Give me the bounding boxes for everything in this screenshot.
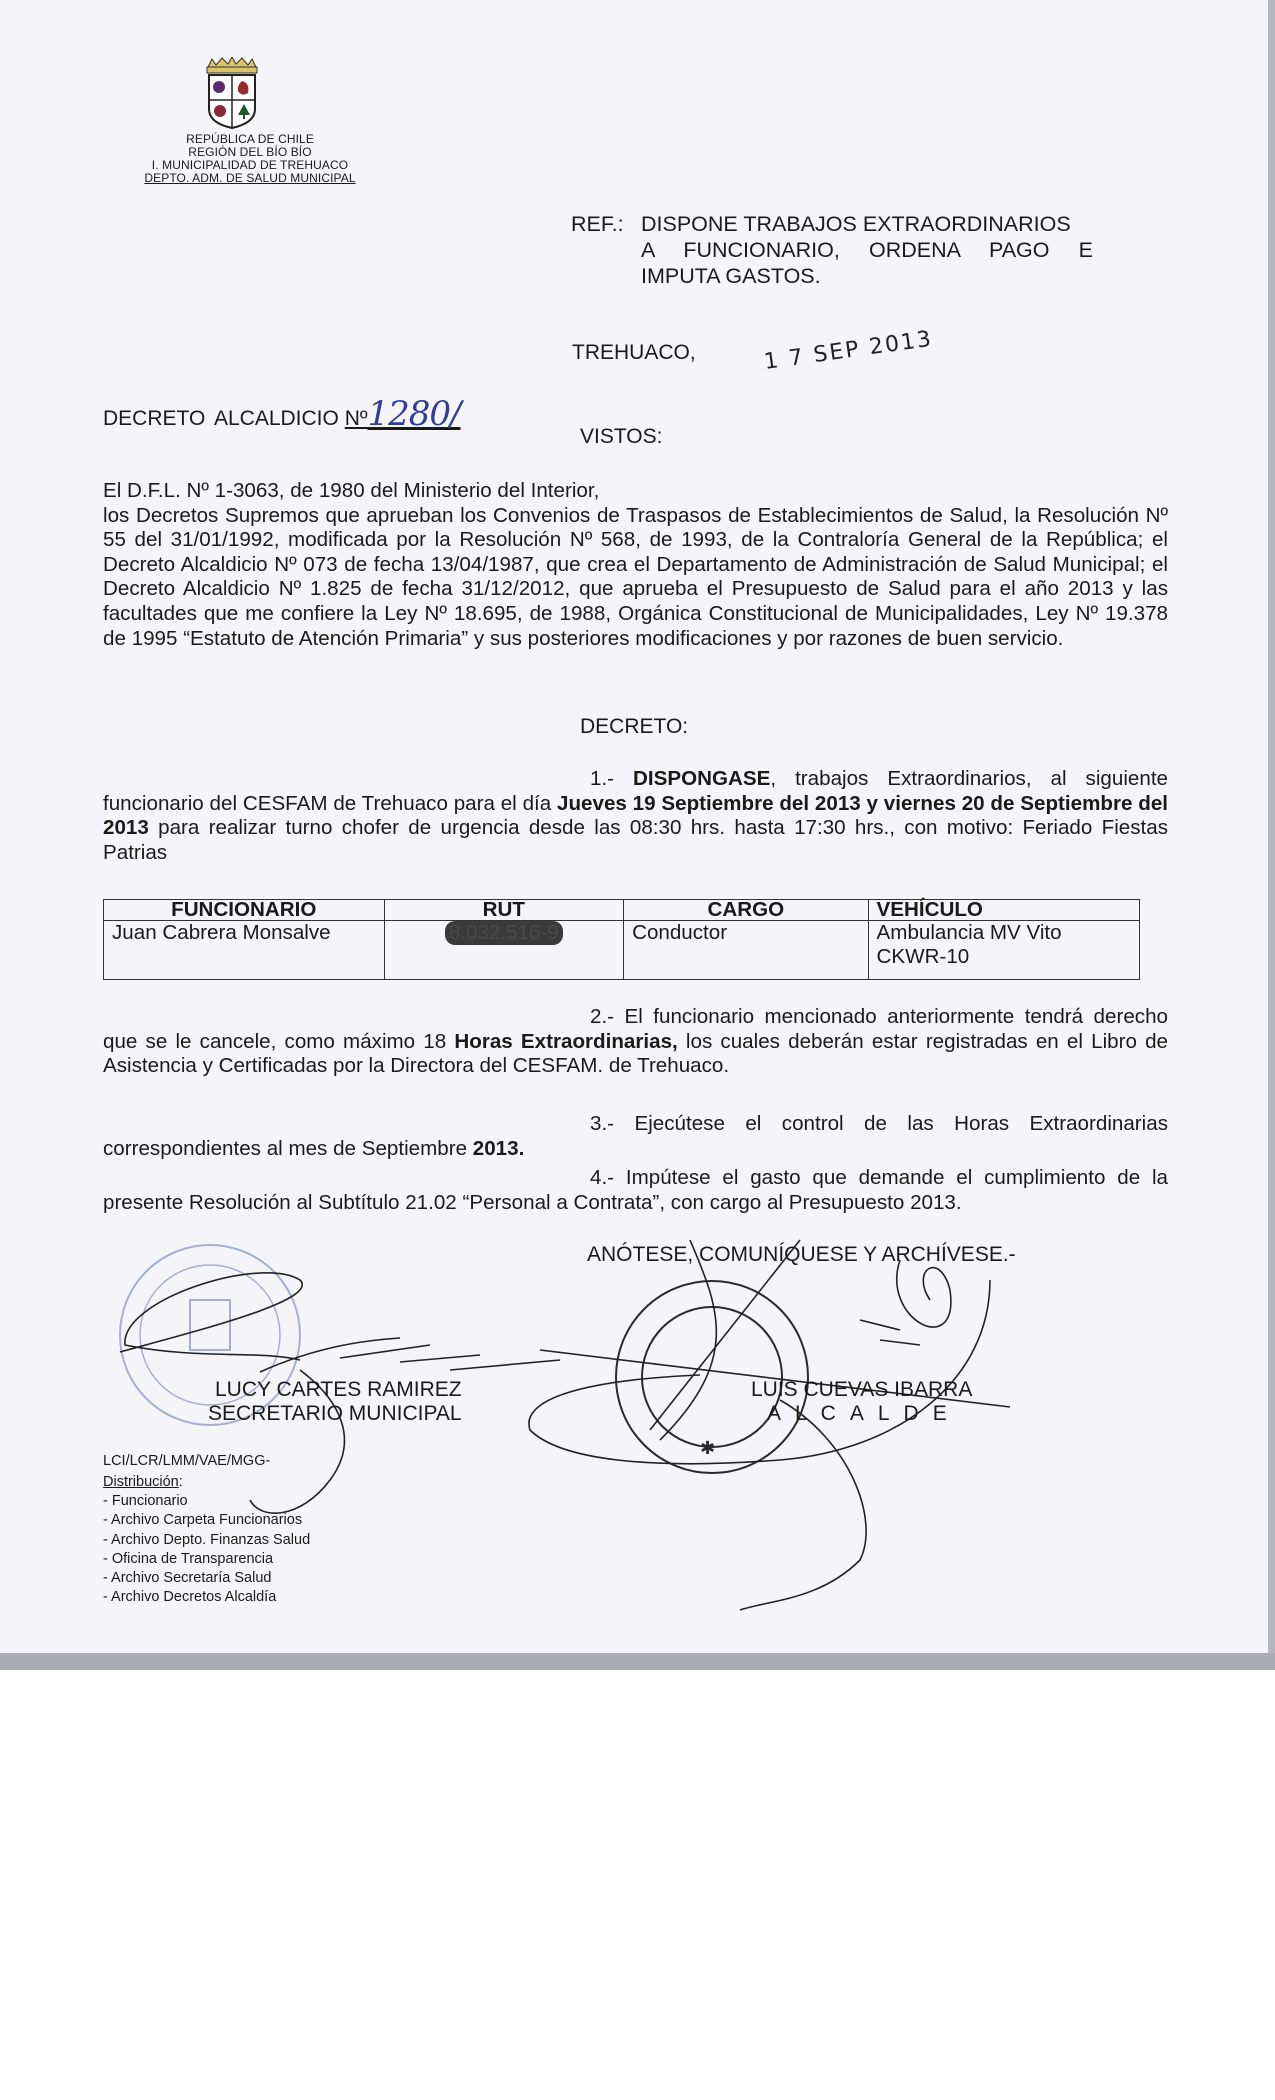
item-text: , trabajos Extraordinarios, al siguiente funcionario del CESFAM de Trehuaco para el día: [103, 767, 1168, 815]
reference-line: IMPUTA GASTOS.: [641, 264, 821, 288]
cell-cargo: Conductor: [624, 921, 868, 980]
vistos-paragraph: [103, 479, 1168, 651]
item-bold: Horas Extraordinarias,: [454, 1029, 678, 1053]
item-number: 4.-: [590, 1166, 615, 1189]
item-text: Impútese el gasto que demande el cumplimiento de la presente Resolución al Subtítulo 21.02 “Personal a Contrata”, con cargo al Presupuesto 2013.: [103, 1166, 1168, 1214]
decree-item-3: [103, 1112, 1168, 1161]
column-header: RUT: [384, 900, 624, 921]
list-item: - Archivo Carpeta Funcionarios: [103, 1512, 303, 1529]
column-header: VEHÍCULO: [868, 900, 1139, 921]
closing-formula: ANÓTESE, COMUNÍQUESE Y ARCHÍVESE.-: [587, 1243, 1016, 1266]
svg-text:✱: ✱: [700, 1438, 716, 1458]
item-dates: Jueves 19 Septiembre del 2013 y viernes 20 de Septiembre del 2013: [103, 791, 1168, 840]
reference-line: DISPONE TRABAJOS EXTRAORDINARIOS: [641, 212, 1071, 236]
item-number: 3.-: [590, 1112, 615, 1135]
item-number: 2.-: [590, 1005, 615, 1028]
decreto-heading: DECRETO:: [580, 715, 689, 738]
table-header-row: [104, 900, 1140, 921]
secretary-name: LUCY CARTES RAMIREZ: [215, 1378, 462, 1401]
item-text: para realizar turno chofer de urgencia desde las 08:30 hrs. hasta 17:30 hrs., con motivo: Feriado Fiestas Patrias: [103, 816, 1168, 864]
list-item: - Archivo Decretos Alcaldía: [103, 1589, 277, 1606]
cell-rut: [384, 921, 624, 980]
scan-strip: [0, 1653, 1275, 1670]
column-header: FUNCIONARIO: [104, 900, 385, 921]
item-number: 1.-: [590, 767, 615, 790]
date-stamp: 1 7 SEP 2013: [762, 326, 935, 375]
vehicle-model: Ambulancia MV Vito: [876, 921, 1062, 944]
item-text: Ejecútese el control de las Horas Extraordinarias correspondientes al mes de Septiembre: [103, 1112, 1168, 1160]
distribution-colon: :: [178, 1474, 183, 1490]
cell-funcionario: Juan Cabrera Monsalve: [104, 921, 385, 980]
cell-vehiculo: [868, 921, 1139, 980]
item-bold-lead: DISPONGASE: [633, 767, 771, 790]
column-header: CARGO: [624, 900, 868, 921]
reference-line: A FUNCIONARIO, ORDENA PAGO E: [641, 238, 1093, 262]
redacted-rut: 8.032.516-9: [445, 921, 563, 945]
list-item: - Funcionario: [103, 1493, 188, 1510]
vistos-first-line: El D.F.L. Nº 1-3063, de 1980 del Ministerio del Interior,: [103, 479, 600, 502]
decree-number: [103, 394, 461, 434]
header-line-municipality: I. MUNICIPALIDAD DE TREHUACO: [151, 158, 349, 172]
list-item: - Archivo Depto. Finanzas Salud: [103, 1531, 311, 1548]
secretary-title: SECRETARIO MUNICIPAL: [208, 1402, 462, 1425]
vistos-heading: VISTOS:: [580, 425, 663, 448]
staff-table: [103, 899, 1140, 980]
item-bold: 2013.: [472, 1136, 525, 1160]
distribution-heading: [103, 1473, 310, 1492]
distribution-title: Distribución: [103, 1474, 179, 1490]
decree-item-2: [103, 1005, 1168, 1079]
place-label: TREHUACO,: [572, 341, 696, 364]
table-row: [104, 921, 1140, 980]
distribution-list: [103, 1473, 310, 1607]
decree-number-handwritten: 1280/: [367, 394, 461, 434]
mayor-name: LUIS CUEVAS IBARRA: [751, 1378, 973, 1401]
decree-item-1: [103, 767, 1168, 865]
municipal-coat-of-arms-icon: [202, 57, 262, 129]
header-line-department: DEPTO. ADM. DE SALUD MUNICIPAL: [144, 171, 356, 185]
mayor-title: ALCALDE: [767, 1402, 961, 1425]
decree-item-4: [103, 1166, 1168, 1215]
scan-edge: [1268, 0, 1275, 1670]
item-text: los cuales deberán estar registradas en el Libro de Asistencia y Certificadas por la Directora del CESFAM. de Trehuaco.: [103, 1029, 1169, 1078]
header-line-region: REGIÓN DEL BÍO BÍO: [188, 145, 312, 159]
item-text: El funcionario mencionado anteriormente tendrá derecho que se le cancele, como máximo 18: [103, 1005, 1168, 1053]
decree-number-prefix: Nº: [344, 407, 368, 430]
list-item: - Archivo Secretaría Salud: [103, 1570, 272, 1587]
vistos-text: los Decretos Supremos que aprueban los Convenios de Traspasos de Establecimientos de Salud, la Resolución Nº 55 del 31/01/1992, modificada por la Resolución Nº 568, de 1993, de la Contraloría General de la República; el Decreto Alcaldicio Nº 073 de fecha 13/04/1987, que crea el Departamento de Administración de Salud Municipal; el Decreto Alcaldicio Nº 1.825 de fecha 31/12/2012, que aprueba el Presupuesto de Salud para el año 2013 y las facultades que me confiere la Ley Nº 18.695, de 1988, Orgánica Constitucional de Municipalidades, Ley Nº 19.378 de 1995 “Estatuto de Atención Primaria” y sus posteriores modificaciones y por razones de buen servicio.: [103, 503, 1168, 650]
initials: LCI/LCR/LMM/VAE/MGG-: [103, 1453, 271, 1469]
decree-label: DECRETO ALCALDICIO: [103, 407, 339, 430]
header-line-republic: REPÚBLICA DE CHILE: [186, 132, 314, 146]
reference-label: REF.:: [571, 212, 624, 236]
list-item: - Oficina de Transparencia: [103, 1550, 274, 1567]
vehicle-plate: CKWR-10: [876, 945, 970, 968]
